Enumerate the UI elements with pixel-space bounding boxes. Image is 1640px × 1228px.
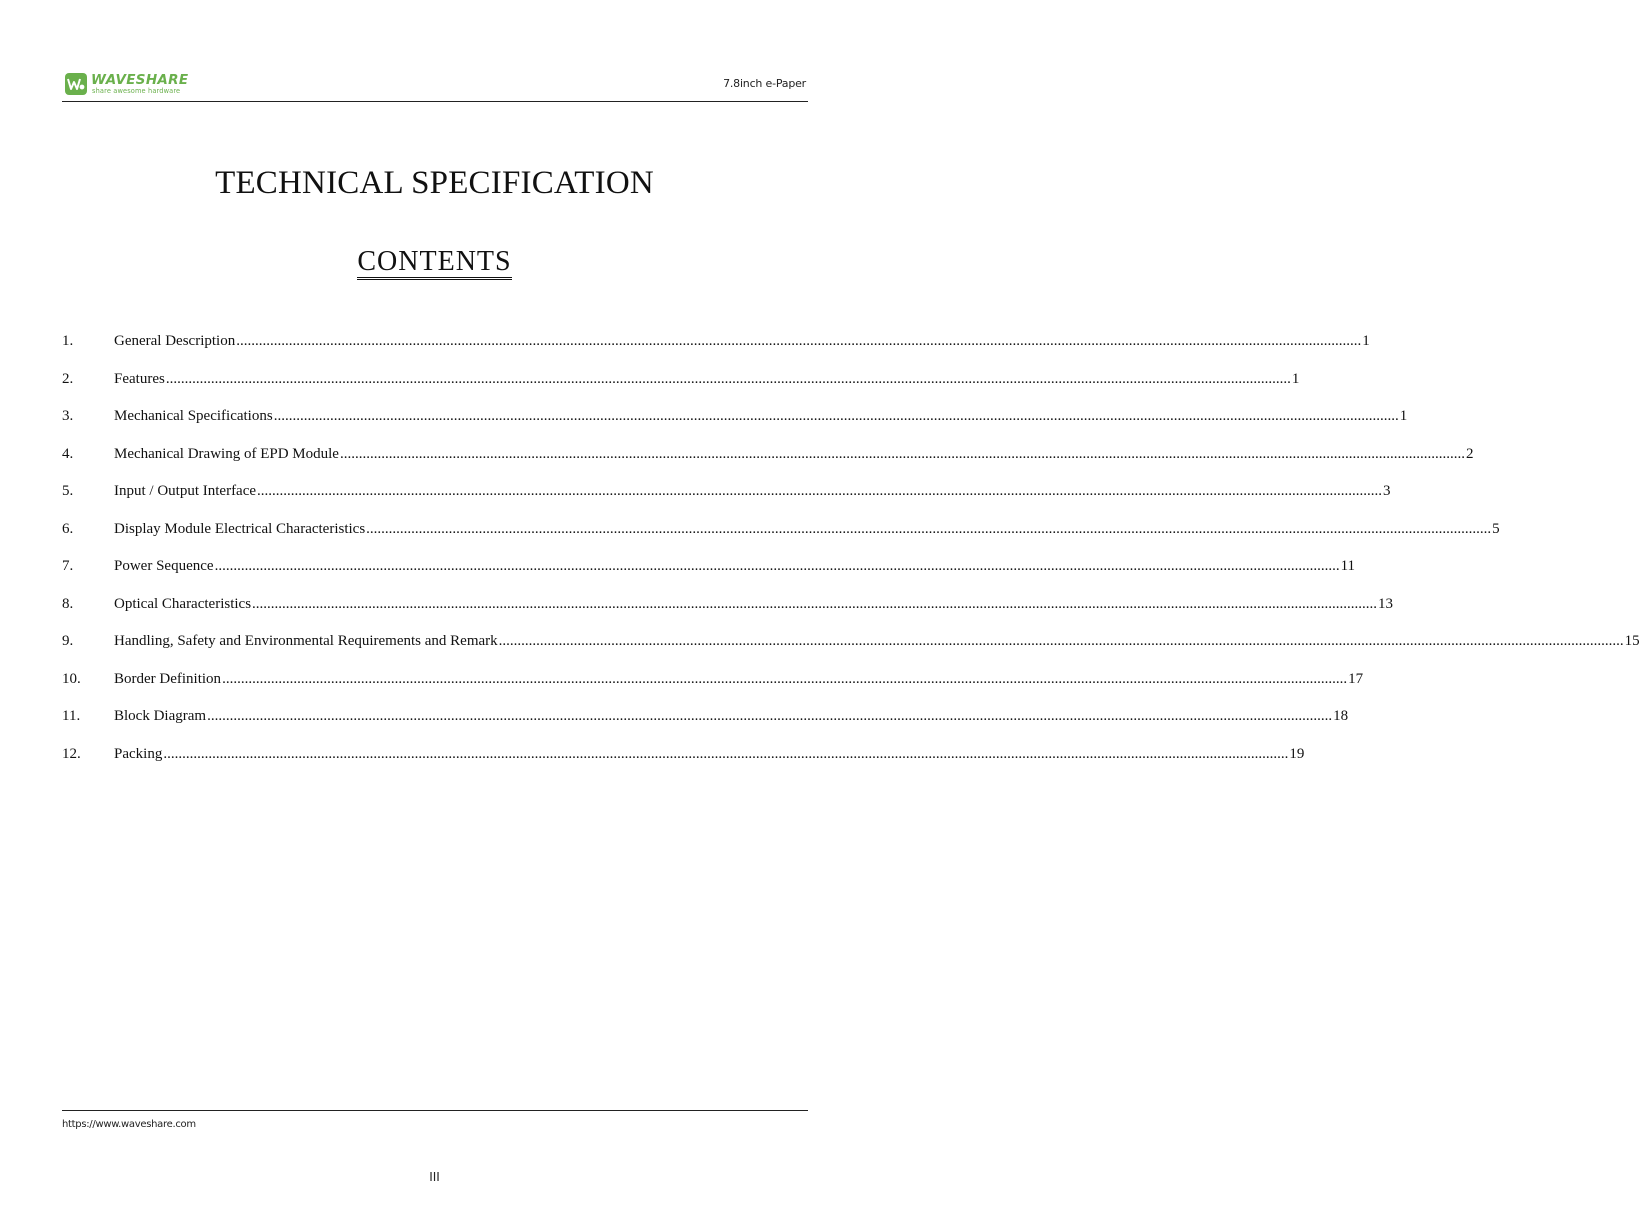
toc-dot-leader: ............................................................................................................................................................................................................................................................................................................	[366, 520, 1492, 537]
toc-entry-page: 11	[1340, 558, 1356, 574]
toc-entry-page: 17	[1348, 670, 1364, 687]
toc-entry[interactable]	[62, 331, 1370, 369]
contents-heading	[0, 246, 869, 280]
toc-entry-number: 5.	[62, 483, 74, 499]
toc-dot-leader: ............................................................................................................................................................................................................................................................................................................	[165, 370, 1291, 387]
toc-entry-number: 7.	[62, 558, 74, 574]
toc-dot-leader: ............................................................................................................................................................................................................................................................................................................	[257, 483, 1383, 499]
toc-dot-leader: ............................................................................................................................................................................................................................................................................................................	[236, 333, 1362, 349]
footer-url: https://www.waveshare.com	[62, 1119, 196, 1130]
toc-entry-number: 12.	[62, 745, 81, 762]
toc-entry-title: Display Module Electrical Characteristics	[114, 520, 366, 537]
toc-dot-leader: ............................................................................................................................................................................................................................................................................................................	[339, 445, 1465, 462]
toc-entry-title: Packing	[114, 745, 163, 762]
toc-dot-leader: ............................................................................................................................................................................................................................................................................................................	[273, 408, 1399, 424]
toc-entry-title: Block Diagram	[114, 708, 207, 724]
toc-entry[interactable]	[62, 706, 1349, 744]
toc-entry-page: 18	[1333, 708, 1349, 724]
toc-entry-page: 1	[1399, 408, 1408, 424]
toc-entry[interactable]	[62, 369, 1300, 407]
page-number: III	[429, 1170, 440, 1184]
toc-entry-title: Input / Output Interface	[114, 483, 257, 499]
toc-entry[interactable]	[62, 669, 1364, 707]
toc-entry-title: Handling, Safety and Environmental Requirements and Remark	[114, 633, 498, 649]
toc-entry-page: 13	[1378, 595, 1394, 612]
toc-entry[interactable]	[62, 481, 1391, 519]
toc-entry[interactable]	[62, 631, 1640, 669]
toc-dot-leader: ............................................................................................................................................................................................................................................................................................................	[163, 745, 1289, 762]
toc-entry-number: 2.	[62, 370, 74, 387]
toc-dot-leader: ............................................................................................................................................................................................................................................................................................................	[214, 558, 1340, 574]
toc-entry-number: 1.	[62, 333, 74, 349]
table-of-contents	[62, 331, 1640, 781]
toc-dot-leader: ............................................................................................................................................................................................................................................................................................................	[498, 633, 1624, 649]
toc-entry[interactable]	[62, 744, 1305, 782]
toc-entry-page: 2	[1465, 445, 1474, 462]
toc-entry-page: 1	[1291, 370, 1300, 387]
toc-entry-number: 10.	[62, 670, 81, 687]
toc-entry[interactable]	[62, 594, 1394, 632]
toc-entry-number: 9.	[62, 633, 74, 649]
waveshare-logo	[65, 72, 195, 98]
toc-entry-number: 11.	[62, 708, 81, 724]
toc-entry[interactable]	[62, 444, 1474, 482]
toc-entry-title: Mechanical Specifications	[114, 408, 273, 424]
toc-dot-leader: ............................................................................................................................................................................................................................................................................................................	[252, 595, 1378, 612]
brand-name: WAVESHARE	[91, 72, 189, 88]
waveshare-logo-icon	[65, 73, 87, 95]
toc-entry-number: 8.	[62, 595, 74, 612]
toc-entry[interactable]	[62, 556, 1356, 594]
toc-entry-page: 15	[1624, 633, 1640, 649]
toc-entry-number: 4.	[62, 445, 74, 462]
toc-entry-page: 3	[1383, 483, 1391, 499]
toc-entry-title: Mechanical Drawing of EPD Module	[114, 445, 339, 462]
brand-tagline: share awesome hardware	[92, 87, 181, 95]
toc-entry-page: 5	[1492, 520, 1500, 537]
toc-entry-number: 6.	[62, 520, 74, 537]
toc-dot-leader: ............................................................................................................................................................................................................................................................................................................	[207, 708, 1333, 724]
toc-entry-title: General Description	[114, 333, 236, 349]
toc-entry-number: 3.	[62, 408, 74, 424]
contents-heading-text: CONTENTS	[357, 247, 511, 280]
page-title: TECHNICAL SPECIFICATION	[215, 165, 654, 201]
page-header	[62, 70, 808, 102]
document-label: 7.8inch e-Paper	[723, 77, 806, 90]
toc-entry-title: Features	[114, 370, 165, 387]
page-footer	[62, 1110, 808, 1141]
toc-entry-title: Border Definition	[114, 670, 222, 687]
toc-entry[interactable]	[62, 406, 1408, 444]
toc-entry[interactable]	[62, 519, 1500, 557]
toc-entry-page: 1	[1362, 333, 1370, 349]
toc-entry-title: Optical Characteristics	[114, 595, 252, 612]
toc-entry-title: Power Sequence	[114, 558, 214, 574]
toc-entry-page: 19	[1289, 745, 1305, 762]
toc-dot-leader: ............................................................................................................................................................................................................................................................................................................	[222, 670, 1348, 687]
